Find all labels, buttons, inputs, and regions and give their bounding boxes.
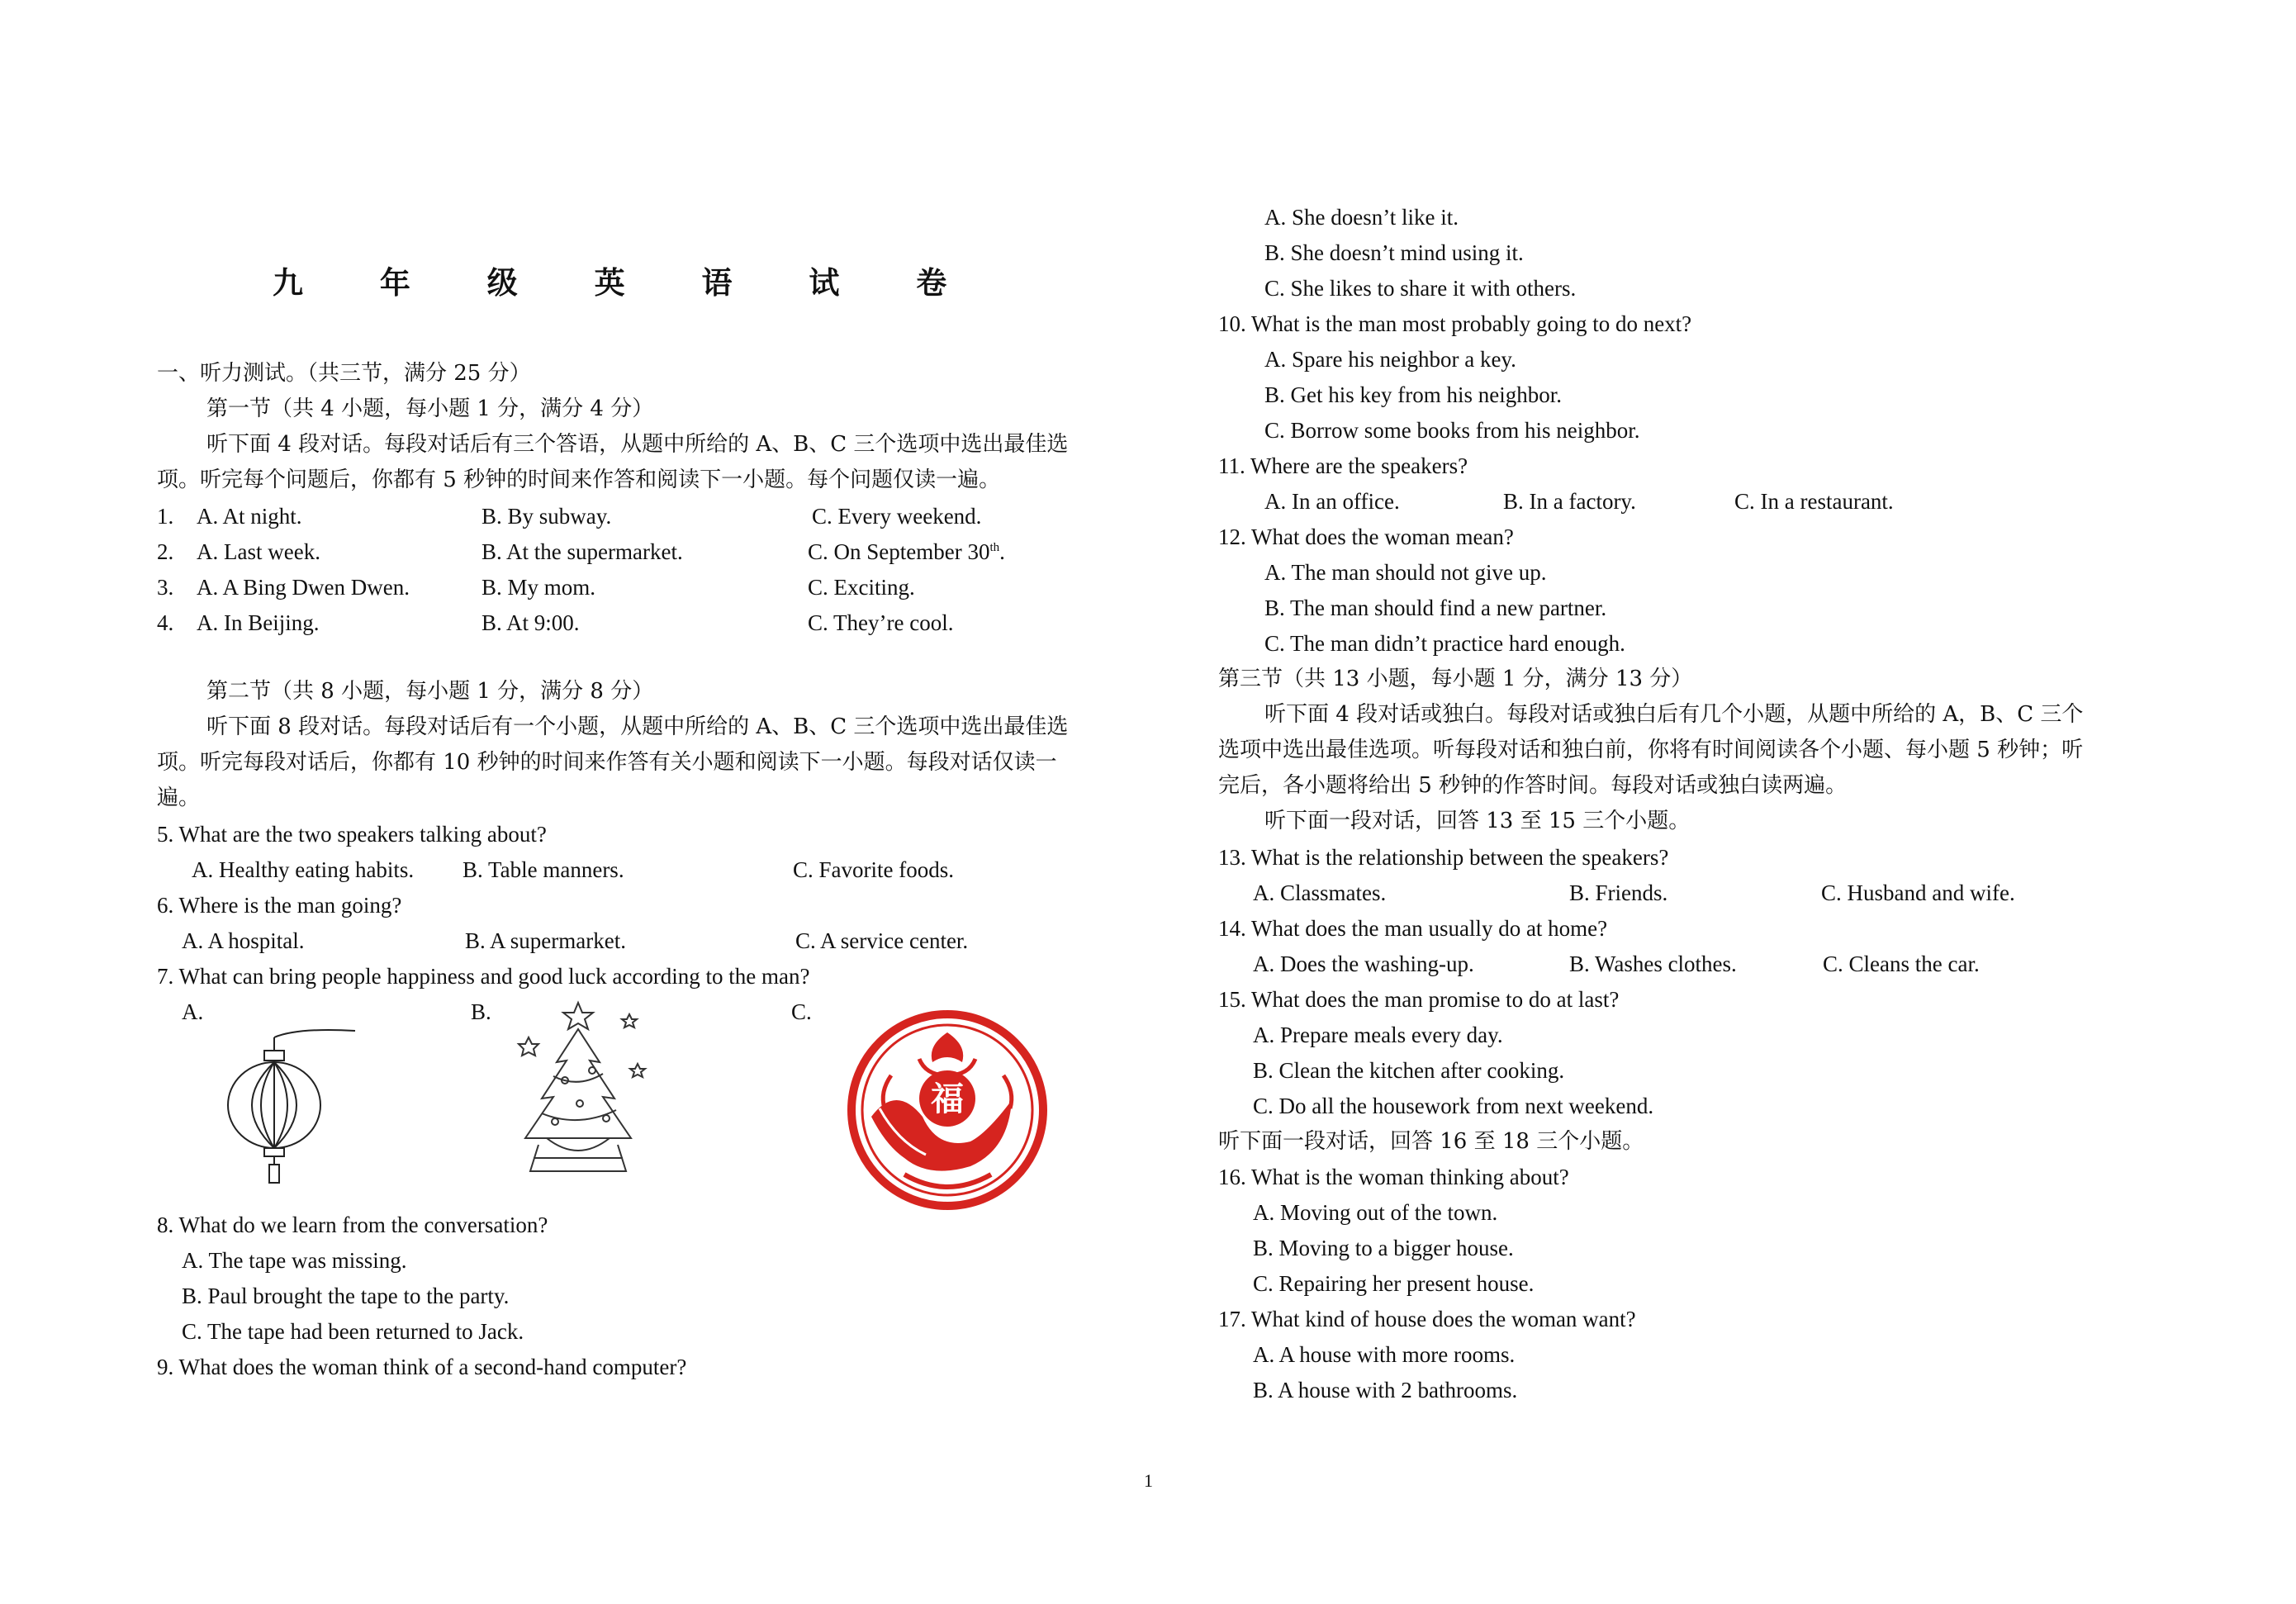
option-a: A. At night. bbox=[197, 504, 302, 529]
option-c: C. Borrow some books from his neighbor. bbox=[1264, 418, 1640, 443]
part2-title: 第二节（共 8 小题，每小题 1 分，满分 8 分） bbox=[206, 679, 654, 704]
option-b: B. My mom. bbox=[481, 575, 596, 600]
part3-instruction: 完后，各小题将给出 5 秒钟的作答时间。每段对话或独白读两遍。 bbox=[1218, 773, 1848, 798]
option-b: B. A house with 2 bathrooms. bbox=[1253, 1378, 1518, 1402]
option-a: A. The tape was missing. bbox=[182, 1248, 407, 1273]
option-c: C. Cleans the car. bbox=[1823, 951, 1980, 976]
part2-instruction: 遍。 bbox=[157, 785, 201, 810]
question-14-stem: 14. What does the man usually do at home? bbox=[1218, 916, 1608, 941]
question-15-stem: 15. What does the man promise to do at last? bbox=[1218, 987, 1620, 1012]
exam-page: 九 年 级 英 语 试 卷 一、听力测试。（共三节，满分 25 分） 第一节（共 4 小题，每小题 1 分，满分 4 分） 听下面 4 段对话。每段对话后有三个答语，从题中所给的 A、B、C 三个选项中选出最佳选 项。听完每个问题后，你都有 5 秒钟的时间来作答和阅读下一小题。每个问题仅读一遍。 1. A. At night. B. By subway. C. Every weekend. 2. A. Last week. B. At the supermarket. C. On September 30th. 3. A. A Bing Dwen Dwen. B. My mom. C. Exciting. 4. A. In Beijing. B. At 9:00. C. They’re cool. 第二节（共 8 小题，每小题 1 分，满分 8 分） 听下面 8 段对话。每段对话后有一个小题，从题中所给的 A、B、C 三个选项中选出最佳选 项。听完每段对话后，你都有 10 秒钟的时间来作答有关小题和阅读下一小题。每段对话仅读一 遍。 5. What are the two speakers talking about? A. Healthy eating habits. B. Table manners. C. Favorite foods. 6. Where is the man going? A. A hospital. B. A supermarket. C. A service center. 7. What can bring people happiness and good luck according to the man? A. B. C. 福 8. What do we learn from the conversation? A. The tape was missing. B. Paul brought the tape to the party. C. The tape had been returned to Jack. 9. What does the woman think of a second-hand computer? A. She doesn’t like it. B. She doesn’t mind using it. C. She likes to share it with others. 10. What is the man most probably going to do next? A. Spare his neighbor a key. B. Get his key from his neighbor. C. Borrow some books from his neighbor. 11. Where are the speakers? A. In an office. B. In a factory. C. In a restaurant. 12. What does the woman mean? A. The man should not give up. B. The man should find a new partner. C. The man didn’t practice hard enough. 第三节（共 13 小题，每小题 1 分，满分 13 分） 听下面 4 段对话或独白。每段对话或独白后有几个小题，从题中所给的 A，B、C 三个 选项中选出最佳选项。听每段对话和独白前，你将有时间阅读各个小题、每小题 5 秒钟；听 完后，各小题将给出 5 秒钟的作答时间。每段对话或独白读两遍。 听下面一段对话，回答 13 至 15 三个小题。 13. What is the relationship between the speakers? A. Classmates. B. Friends. C. Husband and wife. 14. What does the man usually do at home? A. Does the washing-up. B. Washes clothes. C. Cleans the car. 15. What does the man promise to do at last? A. Prepare meals every day. B. Clean the kitchen after cooking. C. Do all the housework from next weekend. 听下面一段对话，回答 16 至 18 三个小题。 16. What is the woman thinking about? A. Moving out of the town. B. Moving to a bigger house. C. Repairing her present house. 17. What kind of house does the woman want? A. A house with more rooms. B. A house with 2 bathrooms. 1 bbox=[157, 205, 2084, 1491]
option-a: A. A Bing Dwen Dwen. bbox=[197, 575, 410, 600]
svg-text:福: 福 bbox=[931, 1080, 964, 1118]
part3-title: 第三节（共 13 小题，每小题 1 分，满分 13 分） bbox=[1218, 667, 1693, 691]
option-a: A. Classmates. bbox=[1253, 880, 1387, 905]
option-c: C. In a restaurant. bbox=[1734, 489, 1894, 514]
page-number: 1 bbox=[1144, 1470, 1153, 1491]
option-b: B. Washes clothes. bbox=[1569, 951, 1737, 976]
option-a: A. Spare his neighbor a key. bbox=[1264, 347, 1516, 372]
option-c: C. On September 30th. bbox=[808, 539, 1005, 564]
question-8-stem: 8. What do we learn from the conversation? bbox=[157, 1212, 548, 1237]
question-9-stem: 9. What does the woman think of a second-hand computer? bbox=[157, 1355, 687, 1379]
option-a: A. Last week. bbox=[197, 539, 320, 564]
option-c: C. Do all the housework from next weekend. bbox=[1253, 1094, 1654, 1118]
option-a: A. In Beijing. bbox=[197, 610, 320, 635]
question-11-stem: 11. Where are the speakers? bbox=[1218, 453, 1468, 478]
part1-title: 第一节（共 4 小题，每小题 1 分，满分 4 分） bbox=[206, 396, 654, 421]
option-a: A. The man should not give up. bbox=[1264, 560, 1547, 585]
option-b: B. A supermarket. bbox=[465, 928, 626, 953]
option-a: A. A house with more rooms. bbox=[1253, 1342, 1516, 1367]
question-17-stem: 17. What kind of house does the woman want? bbox=[1218, 1307, 1636, 1331]
option-c: C. She likes to share it with others. bbox=[1264, 276, 1577, 301]
option-b: B. Get his key from his neighbor. bbox=[1264, 382, 1562, 407]
option-c: C. The man didn’t practice hard enough. bbox=[1264, 631, 1625, 656]
option-c: C. Husband and wife. bbox=[1821, 880, 2015, 905]
part1-instruction: 项。听完每个问题后，你都有 5 秒钟的时间来作答和阅读下一小题。每个问题仅读一遍。 bbox=[157, 467, 1001, 492]
option-c: C. Repairing her present house. bbox=[1253, 1271, 1535, 1296]
question-6-stem: 6. Where is the man going? bbox=[157, 893, 402, 918]
question-7-stem: 7. What can bring people happiness and good luck according to the man? bbox=[157, 964, 810, 989]
part1-instruction: 听下面 4 段对话。每段对话后有三个答语，从题中所给的 A、B、C 三个选项中选出最佳选 bbox=[206, 432, 1069, 457]
option-b: B. By subway. bbox=[481, 504, 612, 529]
option-b: B. She doesn’t mind using it. bbox=[1264, 240, 1524, 265]
dialog-instruction: 听下面一段对话，回答 13 至 15 三个小题。 bbox=[1264, 809, 1691, 833]
lantern-icon bbox=[223, 1023, 363, 1188]
option-c: C. bbox=[791, 999, 812, 1024]
option-b: B. Friends. bbox=[1569, 880, 1668, 905]
option-a: A. Does the washing-up. bbox=[1253, 951, 1474, 976]
option-b: B. In a factory. bbox=[1503, 489, 1636, 514]
option-b: B. At 9:00. bbox=[481, 610, 580, 635]
option-a: A. In an office. bbox=[1264, 489, 1400, 514]
option-c: C. Every weekend. bbox=[812, 504, 982, 529]
option-a: A. Prepare meals every day. bbox=[1253, 1023, 1503, 1047]
option-b: B. At the supermarket. bbox=[481, 539, 683, 564]
section-heading: 一、听力测试。（共三节，满分 25 分） bbox=[157, 361, 531, 386]
option-b: B. Table manners. bbox=[463, 857, 624, 882]
option-a: A. Moving out of the town. bbox=[1253, 1200, 1498, 1225]
dialog-instruction: 听下面一段对话，回答 16 至 18 三个小题。 bbox=[1218, 1129, 1644, 1154]
option-c: C. Exciting. bbox=[808, 575, 915, 600]
option-c: C. They’re cool. bbox=[808, 610, 954, 635]
part2-instruction: 听下面 8 段对话。每段对话后有一个小题，从题中所给的 A、B、C 三个选项中选出最佳选 bbox=[206, 714, 1069, 739]
option-a: A. Healthy eating habits. bbox=[192, 857, 415, 882]
option-b: B. Moving to a bigger house. bbox=[1253, 1236, 1514, 1260]
option-b: B. bbox=[471, 999, 491, 1024]
option-c: C. A service center. bbox=[795, 928, 969, 953]
option-c: C. Favorite foods. bbox=[793, 857, 954, 882]
part2-instruction: 项。听完每段对话后，你都有 10 秒钟的时间来作答有关小题和阅读下一小题。每段对话仅读一 bbox=[157, 750, 1057, 775]
part3-instruction: 听下面 4 段对话或独白。每段对话或独白后有几个小题，从题中所给的 A，B、C 三个 bbox=[1264, 702, 2084, 727]
page-title: 九 年 级 英 语 试 卷 bbox=[273, 265, 980, 301]
option-b: B. Clean the kitchen after cooking. bbox=[1253, 1058, 1565, 1083]
option-a: A. bbox=[182, 999, 204, 1024]
part3-instruction: 选项中选出最佳选项。听每段对话和独白前，你将有时间阅读各个小题、每小题 5 秒钟；听 bbox=[1218, 738, 2084, 762]
question-16-stem: 16. What is the woman thinking about? bbox=[1218, 1165, 1569, 1189]
option-b: B. Paul brought the tape to the party. bbox=[182, 1284, 510, 1308]
option-c: C. The tape had been returned to Jack. bbox=[182, 1319, 524, 1344]
option-b: B. The man should find a new partner. bbox=[1264, 596, 1607, 620]
question-10-stem: 10. What is the man most probably going to do next? bbox=[1218, 311, 1692, 336]
question-12-stem: 12. What does the woman mean? bbox=[1218, 524, 1514, 549]
question-5-stem: 5. What are the two speakers talking about? bbox=[157, 822, 547, 847]
option-a: A. A hospital. bbox=[182, 928, 305, 953]
christmas-tree-icon bbox=[514, 998, 658, 1188]
fu-seal-icon bbox=[847, 1009, 1049, 1212]
question-13-stem: 13. What is the relationship between the speakers? bbox=[1218, 845, 1669, 870]
option-a: A. She doesn’t like it. bbox=[1264, 205, 1459, 230]
